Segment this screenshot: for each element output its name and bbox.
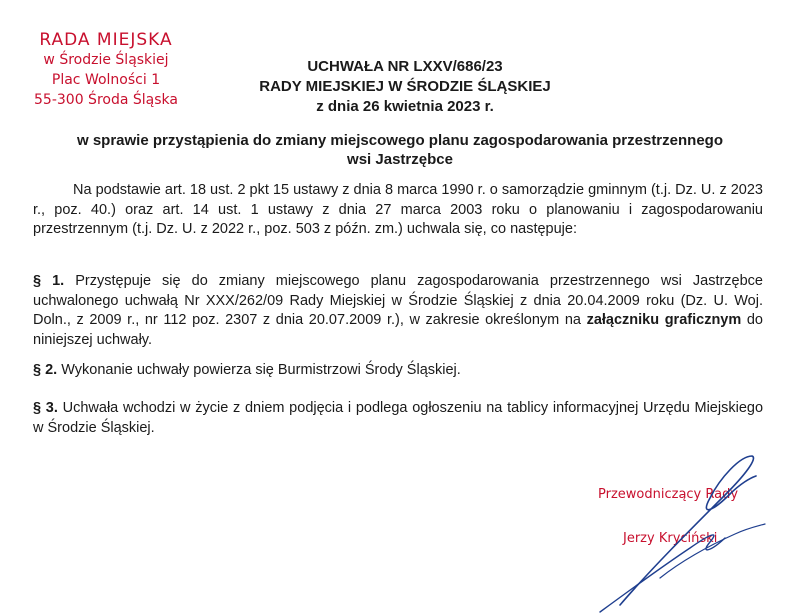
section-2 (33, 361, 763, 381)
stamp-line-postal: 55-300 Środa Śląska (34, 92, 178, 108)
resolution-subject (40, 131, 760, 169)
section-3-text: Uchwała wchodzi w życie z dniem podjęcia i podlega ogłoszeniu na tablicy informacyjnej Urzędu Miejskiego w Środzie Śląskiej. (33, 400, 764, 436)
council-stamp (22, 30, 190, 110)
stamp-line-street: Plac Wolności 1 (51, 72, 161, 88)
section-1-text: Przystępuje się do zmiany miejscowego planu zagospodarowania przestrzennego wsi Jastrzębce uchwalonego uchwałą Nr XXX/262/09 Rady Miejskiej w Środzie Śląskiej z dnia 20.04.2009 roku (Dz. U. Woj. Doln., z 2009 r., nr 112 poz. 2307 z dnia 20.07.2009 r.), w zakresie określonym na (33, 273, 763, 328)
resolution-header (200, 57, 610, 117)
signature-block (560, 450, 800, 614)
section-3 (33, 399, 763, 438)
resolution-issuer: RADY MIEJSKIEJ W ŚRODZIE ŚLĄSKIEJ (259, 78, 551, 95)
section-3-number: § 3. (33, 400, 58, 416)
section-1 (33, 272, 763, 350)
section-1-number: § 1. (33, 273, 65, 289)
signature-title: Przewodniczący Rady (598, 487, 739, 502)
legal-basis-paragraph: Na podstawie art. 18 ust. 2 pkt 15 ustawy z dnia 8 marca 1990 r. o samorządzie gminnym (t.j. Dz. U. z 2023 r., poz. 40.) oraz art. 14 ust. 1 ustawy z dnia 27 marca 2003 roku o planowaniu i zagospodarowaniu przestrzennym (t.j. Dz. U. z 2022 r., poz. 503 z późn. zm.) uchwala się, co następuje: (33, 182, 763, 237)
handwritten-signature (560, 450, 800, 614)
stamp-line-city: w Środzie Śląskiej (43, 52, 169, 68)
subject-line-2: wsi Jastrzębce (347, 151, 453, 168)
stamp-line-council: RADA MIEJSKA (39, 30, 173, 50)
section-1-attachment-ref: załączniku graficznym (586, 312, 742, 328)
resolution-number: UCHWAŁA NR LXXV/686/23 (307, 58, 503, 75)
signature-name: Jerzy Kryciński (623, 531, 718, 546)
resolution-date: z dnia 26 kwietnia 2023 r. (316, 98, 494, 115)
section-1-text-end: do niniejszej uchwały. (33, 312, 763, 348)
section-2-number: § 2. (33, 362, 58, 378)
subject-line-1: w sprawie przystąpienia do zmiany miejscowego planu zagospodarowania przestrzennego (77, 132, 723, 149)
section-2-text: Wykonanie uchwały powierza się Burmistrzowi Środy Śląskiej. (61, 362, 461, 378)
